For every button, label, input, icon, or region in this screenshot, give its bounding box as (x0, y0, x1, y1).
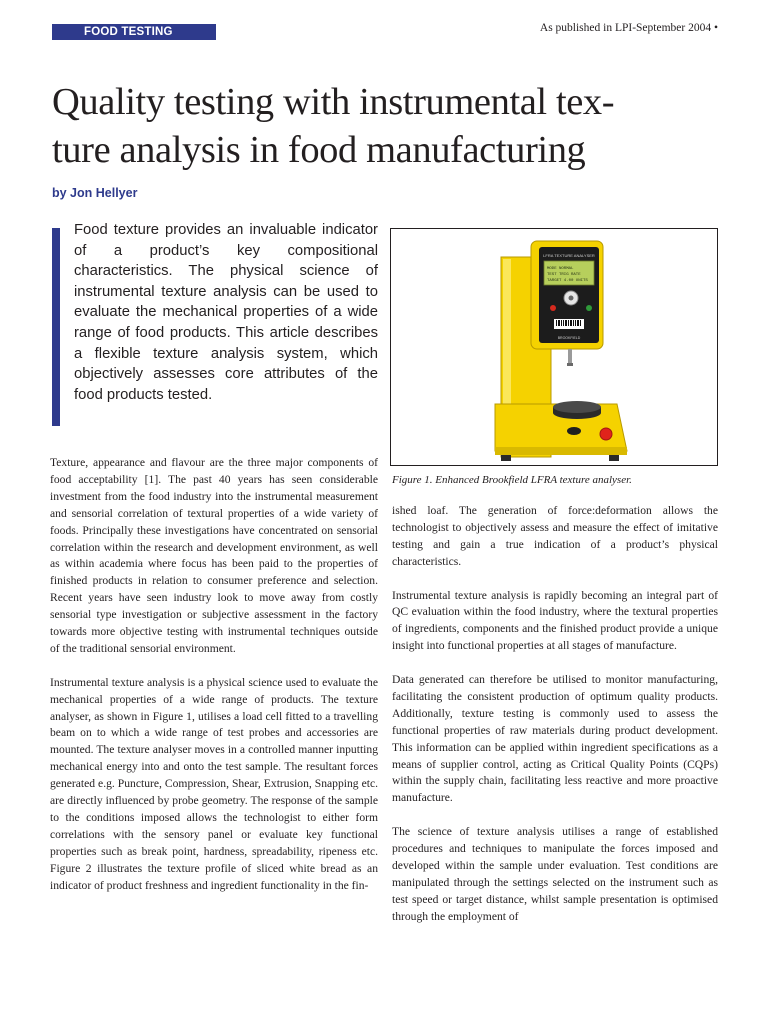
device-label: LFRA TEXTURE ANALYSER (543, 253, 595, 258)
red-indicator-icon (550, 305, 556, 311)
standfirst-accent-bar (52, 228, 60, 426)
standfirst: Food texture provides an invaluable indicator of a product’s key compositional characteristics. The physical science of instrumental texture analysis can be used to evaluate the mechanical properties of a wide range of food products. This article describes a flexible texture analysis system, which objectively assesses core attributes of the food products tested. (74, 222, 378, 403)
screen-line-2: TEST TRIG RATE (547, 273, 581, 277)
figure-1 (390, 228, 718, 466)
publication-note: As published in LPI-September 2004 • (539, 22, 718, 34)
barcode-icon (556, 320, 581, 326)
sample-platform (553, 401, 601, 413)
title-line-2: ture analysis in food manufacturing (52, 129, 586, 171)
right-column (392, 503, 718, 926)
paragraph: Data generated can therefore be utilised to monitor manufacturing, facilitating the consistent production of optimum quality products. Additionally, texture testing is commonly used to assess the functional properties of raw materials during product development. This information can be applied within ingredient specifications as a means of supplier control, acting as Critical Quality Points (CQPs) within the supply chain, facilitating less reactive and more proactive manufacture. (392, 673, 718, 805)
section-tag: FOOD TESTING (52, 24, 216, 40)
stop-button-icon (600, 428, 612, 440)
screen-line-1: MODE NORMAL (547, 267, 574, 271)
paragraph: The science of texture analysis utilises a range of established procedures and techniques to manipulate the forces imposed and developed within the sample under evaluation. Test conditions are manipulated through the settings selected on the instrument such as test speed or target distance, whilst sample presentation is optimised through the employment of (392, 825, 718, 923)
paragraph: Instrumental texture analysis is a physical science used to evaluate the mechanical properties of a wide range of products. The texture analyser, as shown in Figure 1, utilises a load cell fitted to a travelling beam on to which a wide range of test probes and accessories are mounted. The texture analyser moves in a controlled manner inputting mechanical energy into and onto the test sample. The resultant forces generated e.g. Puncture, Compression, Shear, Extrusion, Snapping etc. are directly influenced by probe geometry. The response of the sample to the conditions imposed allows the technologist to either form correlations with the sensory panel or evaluate key functional properties such as break point, hardness, spreadability, ripeness etc. Figure 2 illustrates the texture profile of sliced white bread as an indicator of product freshness and ingredient functionality in the fin- (50, 675, 378, 892)
article-title (52, 78, 722, 174)
title-line-1: Quality testing with instrumental tex- (52, 81, 615, 123)
byline: by Jon Hellyer (52, 186, 138, 200)
paragraph: Instrumental texture analysis is rapidly becoming an integral part of QC evaluation within the food industry, where the textural properties of ingredients, components and the finished product provide a unique insight into functional properties at all stages of manufacture. (392, 588, 718, 653)
base-knob-icon (567, 427, 581, 435)
barcode-label: BROOKFIELD (557, 336, 581, 340)
figure-caption: Figure 1. Enhanced Brookfield LFRA texture analyser. (392, 474, 632, 486)
paragraph: ished loaf. The generation of force:deformation allows the technologist to objectively assess and measure the effect of imitative testing and gain a true indication of a product’s physical characteristics. (392, 504, 718, 568)
texture-analyser-illustration (391, 229, 717, 465)
left-column (50, 455, 378, 895)
paragraph: Texture, appearance and flavour are the three major components of food acceptability [1]. The past 40 years has seen considerable investment from the food industry into the instrumental measurement and sensorial correlation of textural properties of a wide variety of foods. Principally these investigations have concentrated on sensorial correlation within the research and development environment, as well as within academia where focus has been paid to the properties of finished products in relation to consumer preference and selection. Recent years have seen industry look to move away from costly sensorial type investigation or subjective assessment in the factory towards more objective testing with instrumental techniques outside of the traditional sensorial environment. (50, 456, 378, 655)
green-indicator-icon (586, 305, 592, 311)
screen-line-3: TARGET 4.00 UNITS (547, 279, 588, 283)
